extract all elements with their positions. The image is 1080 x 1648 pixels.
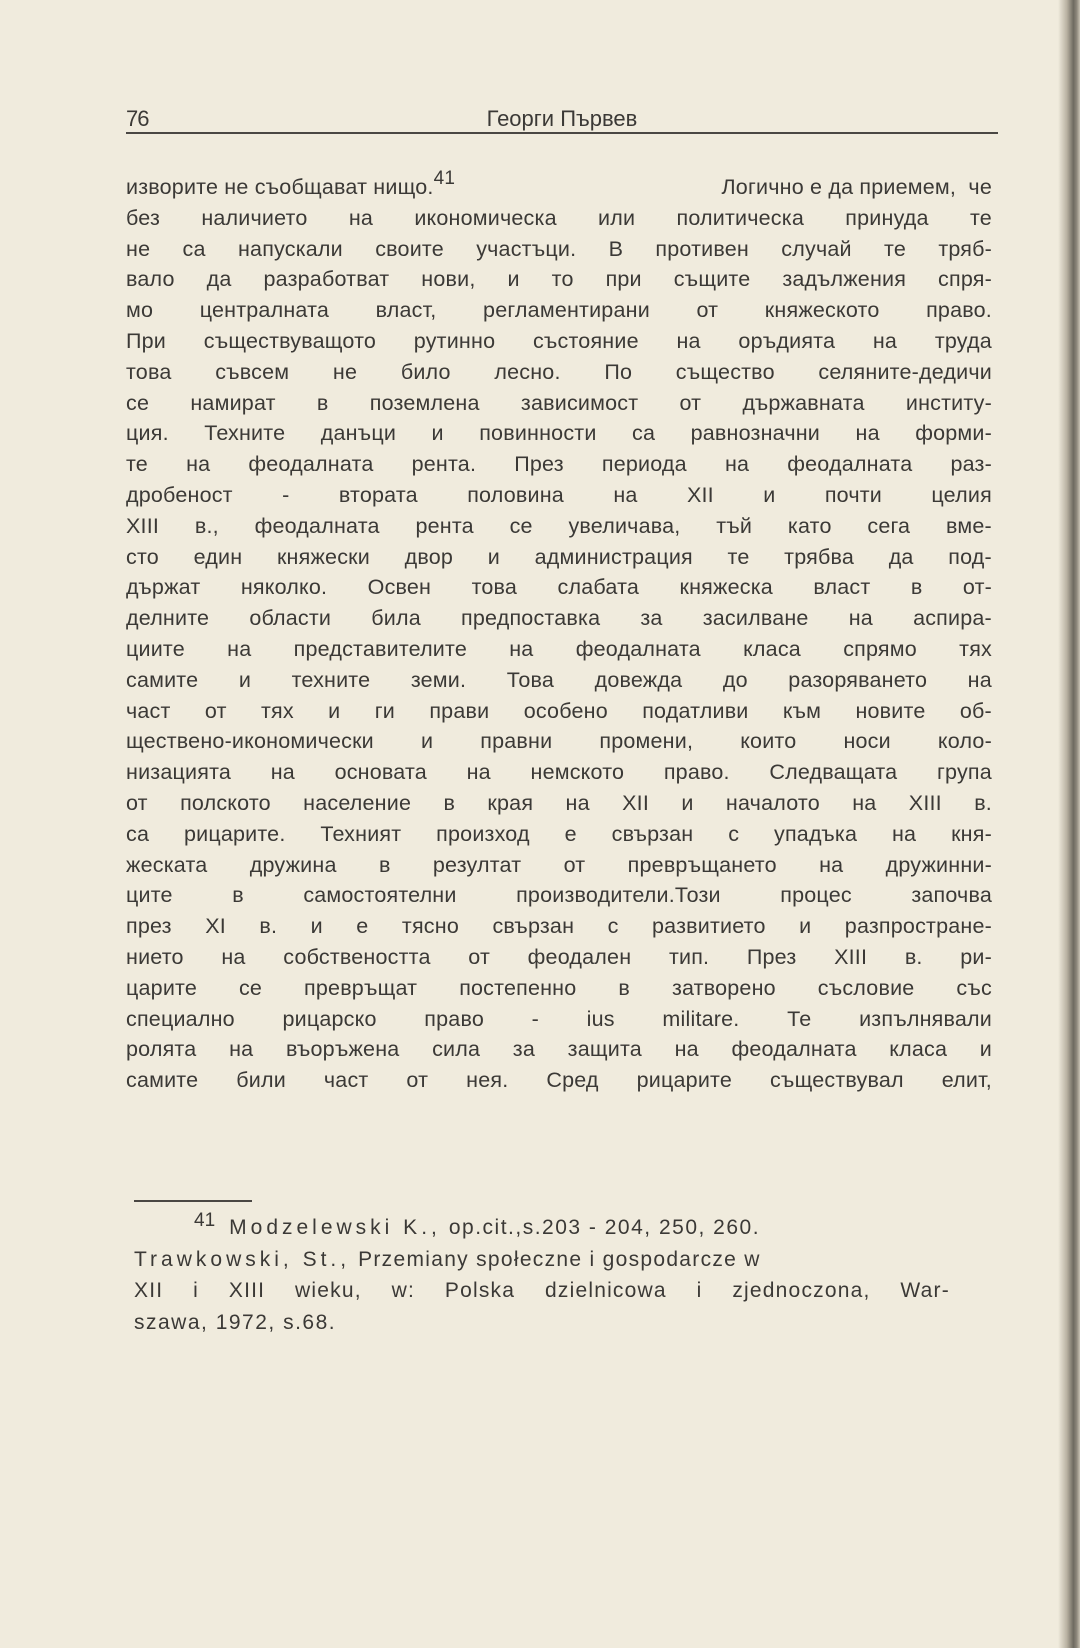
- text-line: част от тях и ги прави особено податливи към новите об-: [126, 698, 992, 723]
- text-line: XIII в., феодалната рента се увеличава, тъй като сега вме-: [126, 513, 992, 538]
- footnote-text: Przemiany społeczne i gospodarcze w: [358, 1247, 761, 1271]
- footnote-line: [134, 1275, 950, 1307]
- text-line: делните области била предпоставка за засилване на аспира-: [126, 606, 992, 631]
- page-edge-shadow: [1058, 0, 1080, 1648]
- footnotes: [134, 1212, 950, 1338]
- text-line: самите и техните земи. Това довежда до разоряването на: [126, 667, 992, 692]
- text-line: те на феодалната рента. През периода на феодалната раз-: [126, 452, 992, 477]
- text-line: [126, 168, 992, 203]
- text-line: ците в самостоятелни производители.Този процес започва: [126, 883, 992, 908]
- text-line: самите били част от нея. Сред рицарите съществувал елит,: [126, 1068, 992, 1093]
- text-line: мо централната власт, регламентирани от княжеското право.: [126, 298, 992, 323]
- text-line: циите на представителите на феодалната класа спрямо тях: [126, 636, 992, 661]
- text-segment: Логично е да приемем, че: [721, 175, 992, 199]
- footnote-line: [134, 1244, 950, 1276]
- running-title: Георги Първев: [486, 106, 638, 131]
- footnote-text: szawa, 1972, s.68.: [134, 1310, 337, 1334]
- footnote-line: [134, 1212, 950, 1244]
- footnote-number: 41: [194, 1210, 216, 1231]
- text-line: ществено-икономически и правни промени, които носи коло-: [126, 729, 992, 754]
- text-line: вало да разработват нови, и то при същите задължения спря-: [126, 267, 992, 292]
- text-line: низацията на основата на немското право. Следващата група: [126, 760, 992, 785]
- text-line: държат няколко. Освен това слабата княжеска власт в от-: [126, 575, 992, 600]
- page-header: [126, 106, 998, 134]
- footnote-line: [134, 1307, 950, 1339]
- text-line: При съществуващото рутинно състояние на оръдията на труда: [126, 328, 992, 353]
- text-line: са рицарите. Техният произход е свързан с упадъка на кня-: [126, 821, 992, 846]
- footnote-text: XII i XIII wieku, w: Polska dzielnicowa i zjednoczona, War-: [134, 1279, 950, 1302]
- text-line: ция. Техните данъци и повинности са равнозначни на форми-: [126, 421, 992, 446]
- text-line: без наличието на икономическа или политическа принуда те: [126, 205, 992, 230]
- text-line: това съвсем не било лесно. По същество селяните-дедичи: [126, 359, 992, 384]
- text-line: ролята на въоръжена сила за защита на феодалната класа и: [126, 1037, 992, 1062]
- text-line: сто един княжески двор и администрация те трябва да под-: [126, 544, 992, 569]
- footnote-author: Modzelewski K.,: [229, 1216, 441, 1239]
- text-line: дробеност - втората половина на XII и почти целия: [126, 482, 992, 507]
- text-line: жеската дружина в резултат от превръщането на дружинни-: [126, 852, 992, 877]
- footnote-reference[interactable]: 41: [433, 168, 456, 189]
- text-line: не са напускали своите участъци. В противен случай те тряб-: [126, 236, 992, 261]
- body-text: [126, 168, 992, 1096]
- text-line: специално рицарско право - ius militare. Те изпълнявали: [126, 1006, 992, 1031]
- footnote-text: op.cit.,s.203 - 204, 250, 260.: [448, 1216, 761, 1239]
- text-line: през XI в. и е тясно свързан с развитието и разпростране-: [126, 914, 992, 939]
- text-line: царите се превръщат постепенно в затворено съсловие със: [126, 975, 992, 1000]
- text-segment: изворите не съобщават нищо.: [126, 175, 434, 199]
- text-line: нието на собствеността от феодален тип. През XIII в. ри-: [126, 944, 992, 969]
- footnote-author: Trawkowski, St.,: [134, 1247, 351, 1271]
- page-number: 76: [126, 106, 149, 131]
- footnote-separator: [134, 1200, 252, 1202]
- text-line: от полското население в края на XII и началото на XIII в.: [126, 790, 992, 815]
- text-line: се намират в поземлена зависимост от държавната институ-: [126, 390, 992, 415]
